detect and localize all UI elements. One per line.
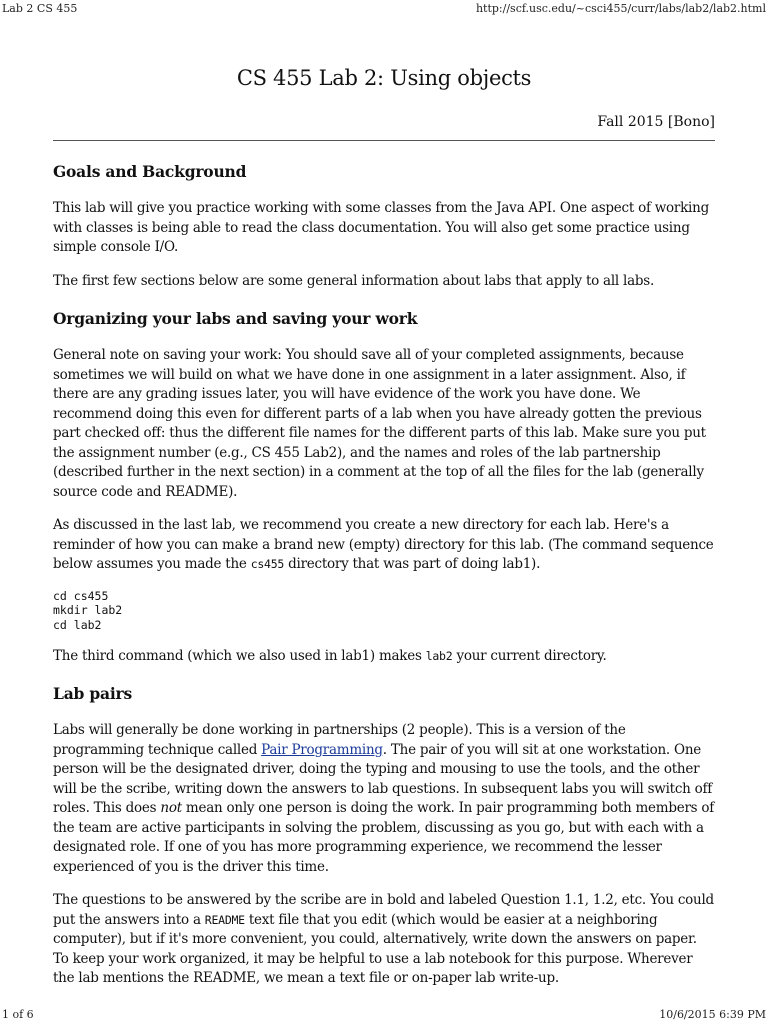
lab-pairs-heading: Lab pairs <box>53 684 133 704</box>
command-block: cd cs455 mkdir lab2 cd lab2 <box>53 588 123 633</box>
goals-paragraph-2: The first few sections below are some general information about labs that apply to all labs. <box>53 272 655 289</box>
pair-programming-link[interactable]: Pair Programming <box>261 741 383 758</box>
goals-paragraph-1: This lab will give you practice working with some classes from the Java API. One aspect of working with classes is being able to read the class documentation. You will also get some practice using simple console I/O. <box>53 200 709 255</box>
organizing-paragraph-3: The third command (which we also used in lab1) makes lab2 your current directory. <box>53 647 607 664</box>
organizing-paragraph-2: As discussed in the last lab, we recommend you create a new directory for each lab. Here's a reminder of how you can make a brand new (empty) directory for this lab. (The command sequence below assumes you made the cs455 directory that was part of doing lab1). <box>53 517 714 572</box>
page-content <box>53 60 715 989</box>
lab-pairs-paragraph-2: The questions to be answered by the scribe are in bold and labeled Question 1.1, 1.2, etc. You could put the answers into a README text file that you edit (which would be easier at a neighboring computer), but if it's more convenient, you could, alternatively, write down the answers on paper. To keep your work organized, it may be helpful to use a lab notebook for this purpose. Wherever the lab mentions the README, we mean a text file or on-paper lab write-up. <box>53 892 714 987</box>
page-title: CS 455 Lab 2: Using objects <box>236 66 532 90</box>
print-timestamp: 10/6/2015 6:39 PM <box>659 1008 766 1021</box>
title-divider <box>53 140 715 141</box>
print-footer <box>0 1008 768 1021</box>
inline-code-cs455: cs455 <box>250 557 285 571</box>
print-header <box>0 2 768 15</box>
goals-heading: Goals and Background <box>53 162 247 181</box>
organizing-paragraph-1: General note on saving your work: You should save all of your completed assignments, because sometimes we will build on what we have done in one assignment in a later assignment. Also, if there are any grading issues later, you will have evidence of the work you have done. We recommend doing this even for different parts of a lab when you have already gotten the previous part checked off: thus the different file names for the different parts of this lab. Make sure you put the assignment number (e.g., CS 455 Lab2), and the names and roles of the lab partnership (described further in the next section) in a comment at the top of all the files for the lab (generally source code and README). <box>53 347 706 500</box>
print-header-title: Lab 2 CS 455 <box>2 2 78 15</box>
emphasis-not: not <box>160 800 182 817</box>
inline-code-readme: README <box>204 912 245 927</box>
print-header-url: http://scf.usc.edu/~csci455/curr/labs/lab2/lab2.html <box>475 2 766 15</box>
organizing-heading: Organizing your labs and saving your work <box>53 309 418 328</box>
page-number: 1 of 6 <box>2 1008 34 1021</box>
semester-label: Fall 2015 [Bono] <box>597 114 715 130</box>
inline-code-lab2: lab2 <box>425 648 453 663</box>
lab-pairs-paragraph-1: Labs will generally be done working in partnerships (2 people). This is a version of the programming technique called Pair Programming. The pair of you will sit at one workstation. One person will be the designated driver, doing the typing and mousing to use the tools, and the other will be the scribe, writing down the answers to lab questions. In subsequent labs you will switch off roles. This does not mean only one person is doing the work. In pair programming both members of the team are active participants in solving the problem, discussing as you go, but with each with a designated role. If one of you has more programming experience, we recommend the lesser experienced of you is the driver this time. <box>53 722 715 875</box>
